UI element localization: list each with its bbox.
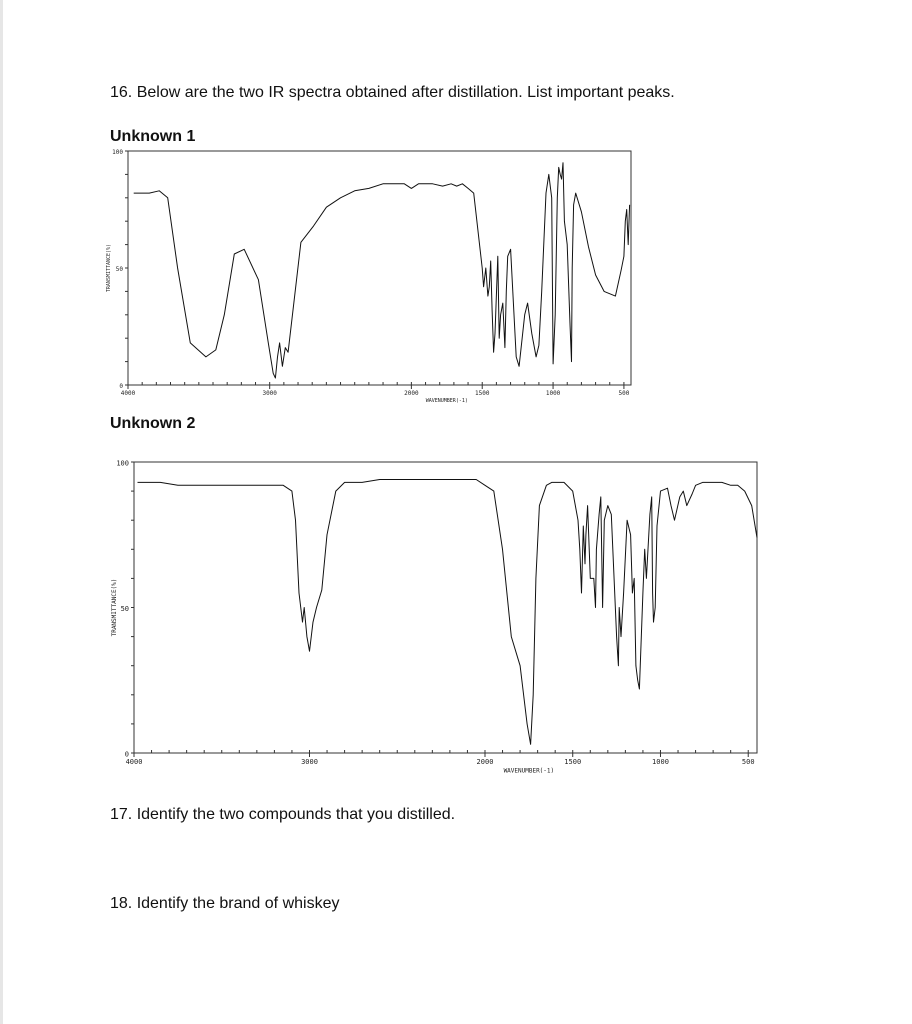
- x-tick-label: 4000: [120, 390, 136, 397]
- y-tick-label: 50: [120, 605, 129, 613]
- spectrum-line: [134, 163, 630, 378]
- y-tick-label: 0: [119, 383, 123, 390]
- y-axis-label: TRANSMITTANCE(%): [111, 578, 118, 637]
- x-axis-label: WAVENUMBER(-1): [503, 767, 555, 775]
- x-tick-label: 3000: [301, 758, 318, 766]
- x-tick-label: 1000: [652, 758, 669, 766]
- x-axis-label: WAVENUMBER(-1): [425, 398, 468, 405]
- x-tick-label: 3000: [262, 390, 277, 397]
- y-tick-label: 100: [112, 149, 123, 156]
- x-tick-label: 500: [741, 758, 755, 766]
- spectrum-2-title: Unknown 2: [110, 415, 196, 432]
- question-17: 17. Identify the two compounds that you distilled.: [110, 806, 456, 823]
- question-16: 16. Below are the two IR spectra obtained after distillation. List important peaks.: [110, 84, 675, 101]
- spectrum-1-title: Unknown 1: [110, 128, 196, 145]
- spectrum-line: [138, 480, 758, 745]
- y-tick-label: 50: [115, 266, 123, 273]
- y-tick-label: 100: [116, 459, 129, 468]
- plot-frame: [134, 462, 757, 753]
- x-tick-label: 500: [618, 390, 630, 397]
- y-tick-label: 0: [124, 750, 129, 759]
- x-tick-label: 4000: [125, 758, 143, 766]
- x-tick-label: 2000: [404, 390, 419, 397]
- ir-spectrum-unknown-2: [0, 455, 912, 785]
- x-tick-label: 1500: [564, 758, 582, 766]
- x-tick-label: 1500: [474, 390, 490, 397]
- question-18: 18. Identify the brand of whiskey: [110, 895, 340, 912]
- x-tick-label: 1000: [545, 390, 561, 397]
- x-tick-label: 2000: [476, 758, 494, 766]
- ir-spectrum-unknown-1: [0, 150, 912, 410]
- y-axis-label: TRANSMITTANCE(%): [106, 243, 112, 293]
